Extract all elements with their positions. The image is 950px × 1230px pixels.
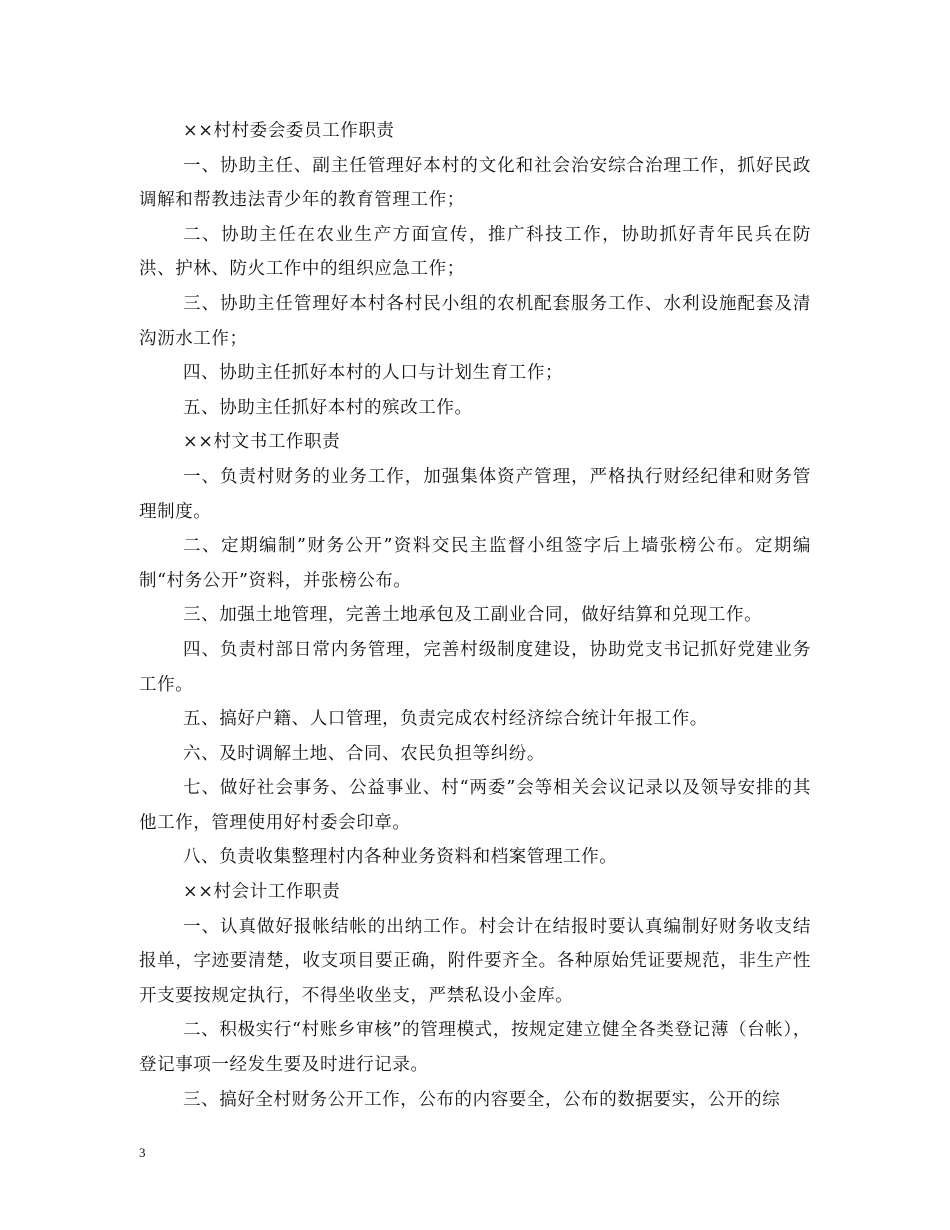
paragraph: 二、定期编制”财务公开”资料交民主监督小组签字后上墙张榜公布。定期编制“村务公开”资料，并张榜公布。 <box>139 536 811 591</box>
paragraph: 二、协助主任在农业生产方面宣传，推广科技工作，协助抓好青年民兵在防洪、护林、防火工作中的组织应急工作； <box>139 224 811 280</box>
page-number: 3 <box>139 1145 146 1160</box>
document-body <box>139 114 811 1117</box>
paragraph: 一、认真做好报帐结帐的出纳工作。村会计在结报时要认真编制好财务收支结报单，字迹要清楚，收支项目要正确，附件要齐全。各种原始凭证要规范，非生产性开支要按规定执行，不得坐收坐支，严禁私设小金库。 <box>139 916 811 1006</box>
paragraph: 五、协助主任抓好本村的殡改工作。 <box>183 397 473 418</box>
paragraph: 八、负责收集整理村内各种业务资料和档案管理工作。 <box>183 847 618 868</box>
paragraph: 一、协助主任、副主任管理好本村的文化和社会治安综合治理工作，抓好民政调解和帮教违法青少年的教育管理工作； <box>139 155 811 211</box>
paragraph: 四、协助主任抓好本村的人口与计划生育工作； <box>183 363 564 384</box>
paragraph: 六、及时调解土地、合同、农民负担等纠纷。 <box>183 743 545 764</box>
paragraph: 二、积极实行“村账乡审核”的管理模式，按规定建立健全各类登记薄（台帐），登记事项一经发生要及时进行记录。 <box>139 1020 811 1076</box>
paragraph: ××村村委会委员工作职责 <box>183 121 395 141</box>
paragraph: 三、协助主任管理好本村各村民小组的农机配套服务工作、水利设施配套及清沟沥水工作； <box>139 293 811 349</box>
paragraph: 三、加强土地管理，完善土地承包及工副业合同，做好结算和兑现工作。 <box>183 605 763 626</box>
section-heading: ××村文书工作职责 <box>183 432 341 453</box>
paragraph: 七、做好社会事务、公益事业、村“两委”会等相关会议记录以及领导安排的其他工作，管理使用好村委会印章。 <box>139 778 811 833</box>
paragraph: 三、搞好全村财务公开工作，公布的内容要全，公布的数据要实，公开的综 <box>183 1089 781 1110</box>
paragraph: 一、负责村财务的业务工作，加强集体资产管理，严格执行财经纪律和财务管理制度。 <box>139 466 811 522</box>
section-heading: ××村会计工作职责 <box>183 882 341 903</box>
paragraph: 五、搞好户籍、人口管理，负责完成农村经济综合统计年报工作。 <box>183 709 708 730</box>
paragraph: 四、负责村部日常内务管理，完善村级制度建设，协助党支书记抓好党建业务工作。 <box>139 639 811 695</box>
